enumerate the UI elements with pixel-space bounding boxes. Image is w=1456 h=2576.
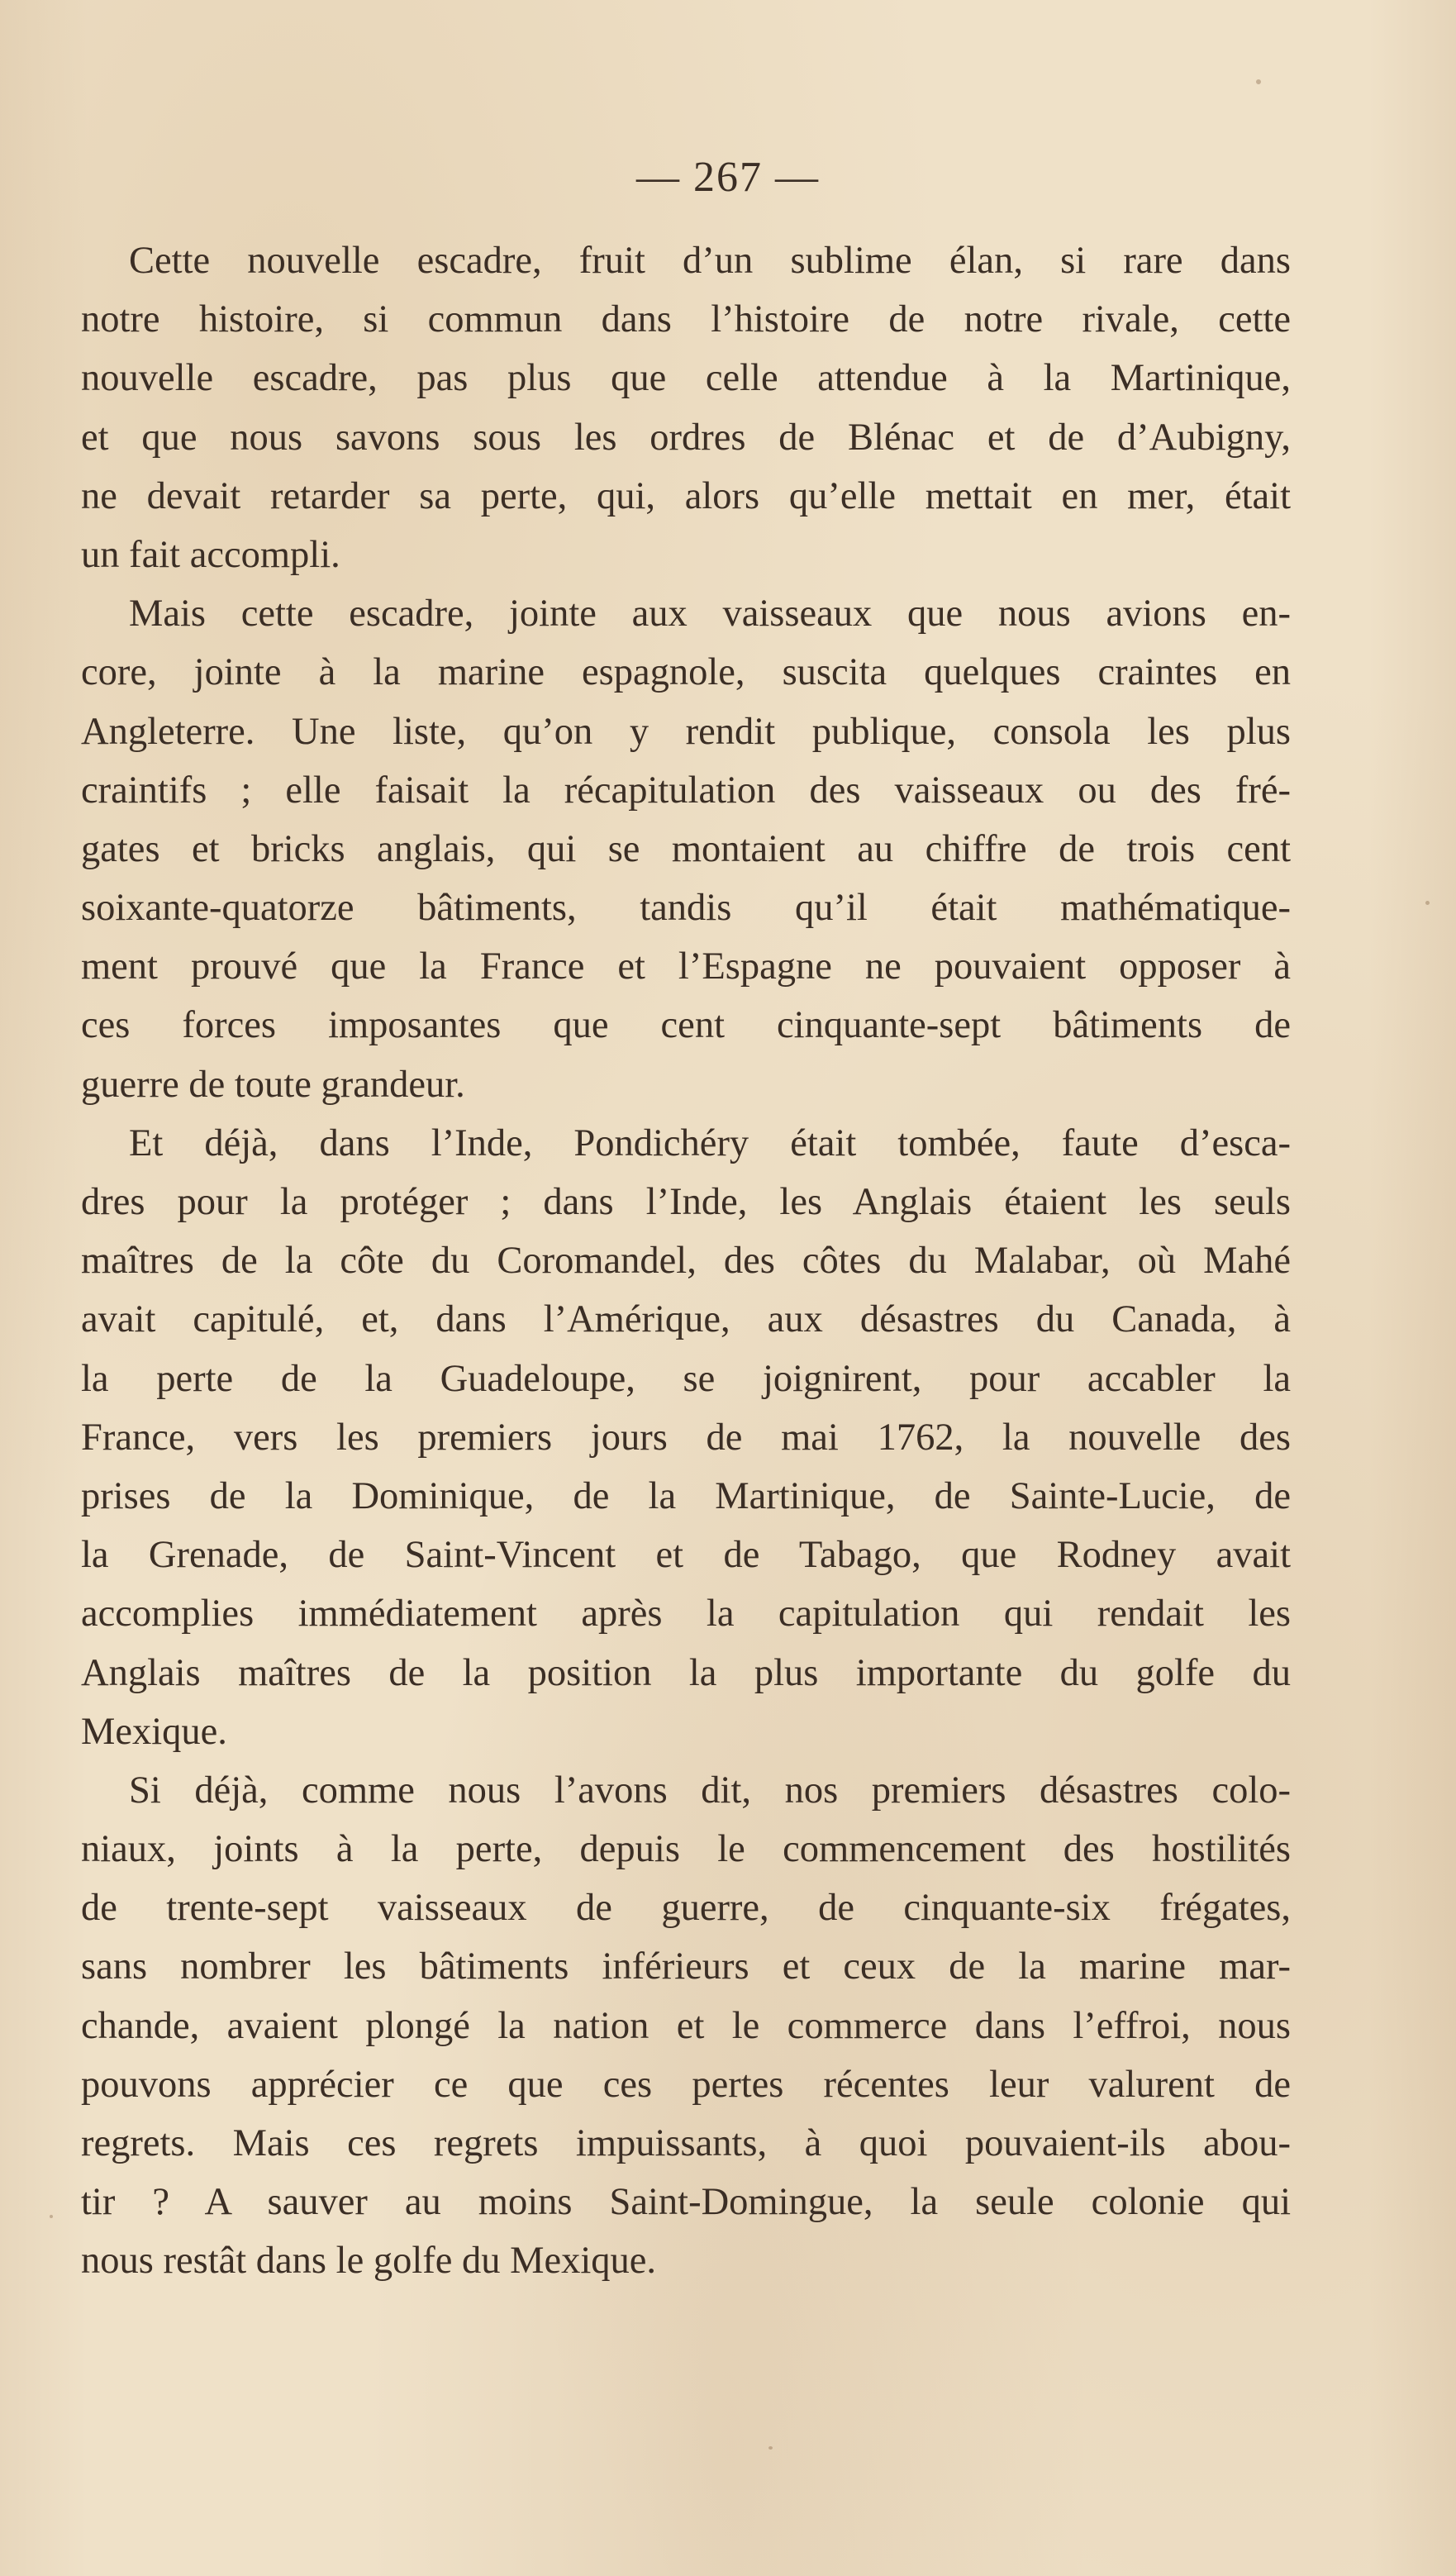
paragraph-2 [81,584,1291,1114]
text-line: ces forces imposantes que cent cinquante-sept bâtiments de [81,1004,1291,1047]
text-line: regrets. Mais ces regrets impuissants, à quoi pouvaient-ils abou- [81,2122,1291,2164]
text-line: dres pour la protéger ; dans l’Inde, les Anglais étaient les seuls [81,1181,1291,1223]
text-line: craintifs ; elle faisait la récapitulation des vaisseaux ou des fré- [81,769,1291,812]
text-line: gates et bricks anglais, qui se montaient au chiffre de trois cent [81,827,1291,870]
text-line: de trente-sept vaisseaux de guerre, de cinquante-six frégates, [81,1887,1291,1930]
body-text [81,231,1291,2291]
text-line: core, jointe à la marine espagnole, suscita quelques craintes en [81,651,1291,694]
paper-fleck [1256,79,1261,84]
text-line: soixante-quatorze bâtiments, tandis qu’il était mathématique- [81,887,1291,930]
paper-fleck [1425,901,1430,905]
text-line: maîtres de la côte du Coromandel, des côtes du Malabar, où Mahé [81,1240,1291,1283]
text-line: avait capitulé, et, dans l’Amérique, aux désastres du Canada, à [81,1298,1291,1341]
text-line: niaux, joints à la perte, depuis le commencement des hostilités [81,1828,1291,1871]
text-line: ment prouvé que la France et l’Espagne ne pouvaient opposer à [81,945,1291,988]
paragraph-1 [81,231,1291,584]
text-line: ne devait retarder sa perte, qui, alors qu’elle mettait en mer, était [81,474,1291,517]
text-line: la perte de la Guadeloupe, se joignirent, pour accabler la [81,1357,1291,1400]
paper-fleck [768,2446,773,2450]
text-line: prises de la Dominique, de la Martinique, de Sainte-Lucie, de [81,1474,1291,1517]
text-line: la Grenade, de Saint-Vincent et de Tabago, que Rodney avait [81,1534,1291,1577]
text-line: nous restât dans le golfe du Mexique. [81,2240,657,2283]
page-number: — 267 — [636,154,820,201]
text-line: accomplies immédiatement après la capitulation qui rendait les [81,1593,1291,1636]
text-line: Et déjà, dans l’Inde, Pondichéry était tombée, faute d’esca- [129,1121,1291,1164]
text-line: nouvelle escadre, pas plus que celle attendue à la Martinique, [81,357,1291,400]
text-line: Anglais maîtres de la position la plus importante du golfe du [81,1651,1291,1694]
text-line: Cette nouvelle escadre, fruit d’un sublime élan, si rare dans [129,240,1291,282]
text-line: et que nous savons sous les ordres de Blénac et de d’Aubigny, [81,416,1291,459]
paper-fleck [50,2215,53,2218]
text-line: Mexique. [81,1710,227,1753]
text-line: Si déjà, comme nous l’avons dit, nos premiers désastres colo- [129,1769,1291,1812]
paragraph-3 [81,1114,1291,1761]
text-line: tir ? A sauver au moins Saint-Domingue, la seule colonie qui [81,2181,1291,2224]
paragraph-4 [81,1761,1291,2291]
text-line: un fait accompli. [81,533,340,576]
text-line: pouvons apprécier ce que ces pertes récentes leur valurent de [81,2063,1291,2106]
text-line: chande, avaient plongé la nation et le commerce dans l’effroi, nous [81,2004,1291,2047]
text-line: Mais cette escadre, jointe aux vaisseaux que nous avions en- [129,593,1291,636]
text-line: notre histoire, si commun dans l’histoire de notre rivale, cette [81,298,1291,341]
text-line: Angleterre. Une liste, qu’on y rendit publique, consola les plus [81,710,1291,753]
text-line: guerre de toute grandeur. [81,1063,465,1106]
text-line: sans nombrer les bâtiments inférieurs et ceux de la marine mar- [81,1945,1291,1988]
text-line: France, vers les premiers jours de mai 1762, la nouvelle des [81,1416,1291,1459]
